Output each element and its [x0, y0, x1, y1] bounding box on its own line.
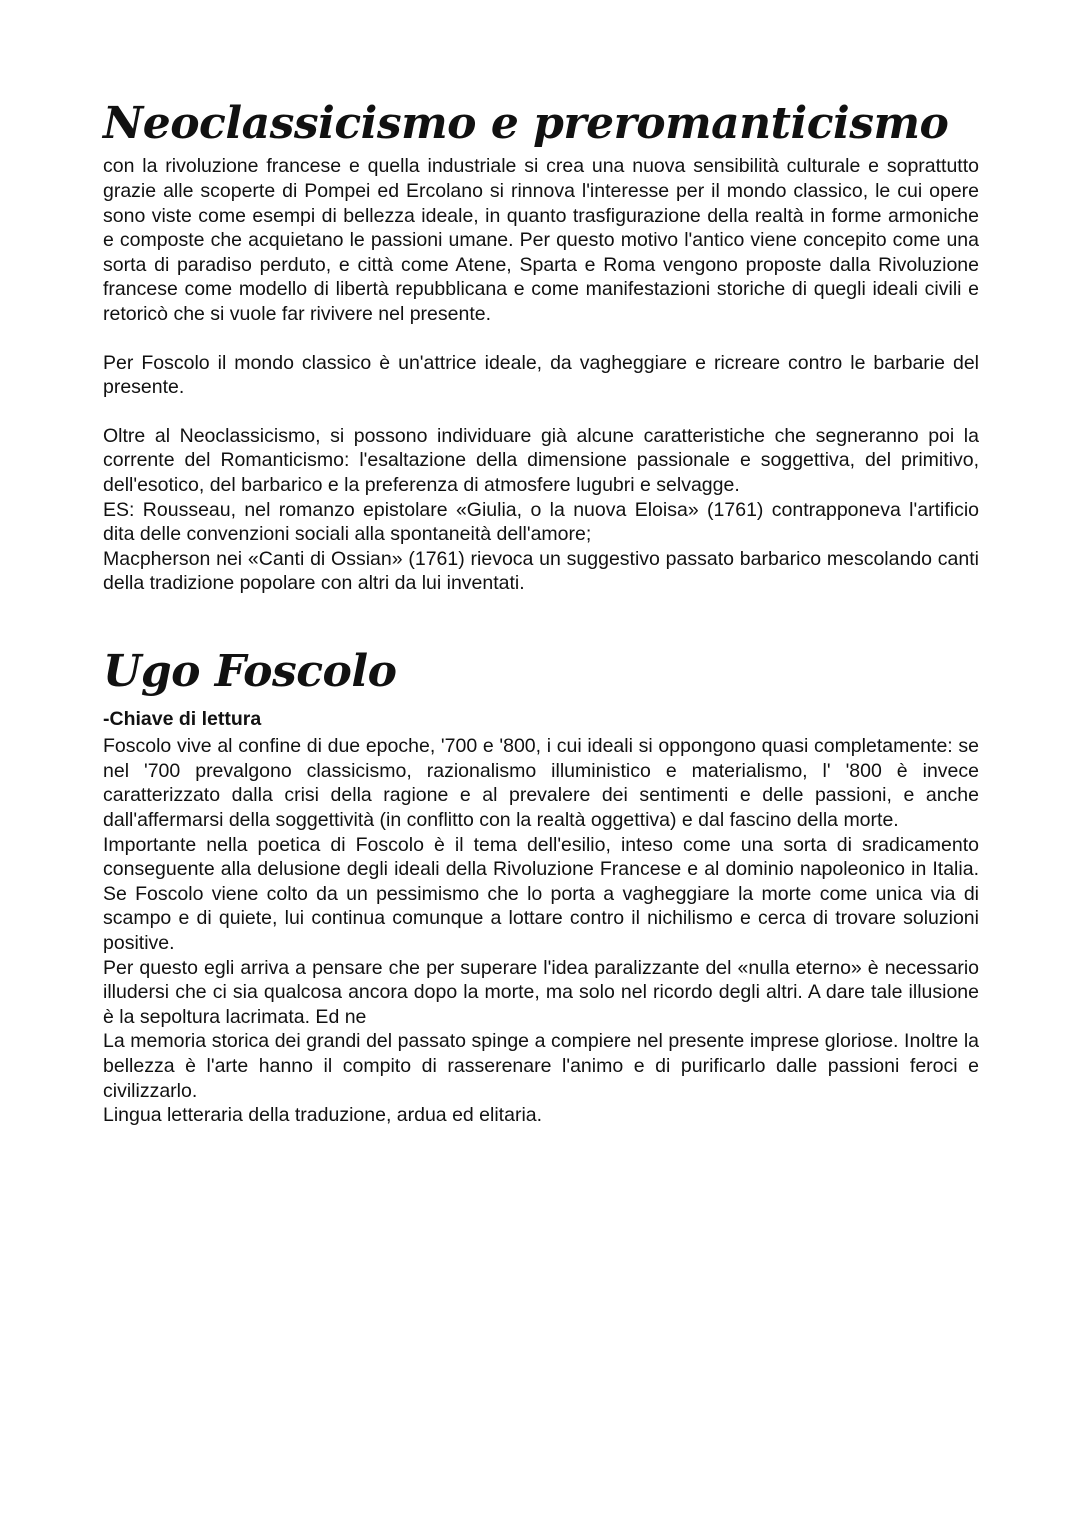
- section-title: Ugo Foscolo: [103, 645, 397, 697]
- paragraph: Oltre al Neoclassicismo, si possono individuare già alcune caratteristiche che segneranno poi la corrente del Romanticismo: l'esaltazione della dimensione passionale e soggettiva, del primitivo, dell'esotico, del barbarico e la preferenza di atmosfere lugubri e selvagge.: [103, 424, 979, 496]
- section-title: Neoclassicismo e preromanticismo: [103, 98, 949, 149]
- paragraph: con la rivoluzione francese e quella industriale si crea una nuova sensibilità culturale e soprattutto grazie alle scoperte di Pompei ed Ercolano si rinnova l'interesse per il mondo classico, le cui opere sono viste come esempi di bellezza ideale, in quanto trasfigurazione della realtà in forme armoniche e composte che acquietano le passioni umane. Per questo motivo l'antico viene concepito come una sorta di paradiso perduto, e città come Atene, Sparta e Roma vengono proposte dalla Rivoluzione francese come modello di libertà repubblicana e come manifestazioni storiche di quegli ideali civili e retoricò che si vuole far rivivere nel presente.: [103, 155, 979, 325]
- section-neoclassicismo: [103, 100, 979, 596]
- paragraph: Foscolo vive al confine di due epoche, '700 e '800, i cui ideali si oppongono quasi completamente: se nel '700 prevalgono classicismo, razionalismo illuministico e materialismo, l' '800 è invece caratterizzato dalla crisi della ragione e al prevalere dei sentimenti e delle passioni, e anche dall'affermarsi della soggettività (in conflitto con la realtà oggettiva) e dal fascino della morte.: [103, 735, 979, 832]
- paragraph: Macpherson nei «Canti di Ossian» (1761) rievoca un suggestivo passato barbarico mescolando canti della tradizione popolare con altri da lui inventati.: [103, 547, 979, 595]
- paragraph: La memoria storica dei grandi del passato spinge a compiere nel presente imprese gloriose. Inoltre la bellezza è l'arte hanno il compito di rasserenare l'animo e di purificarlo dalle passioni feroci e civilizzarlo.: [103, 1030, 979, 1102]
- paragraph: Per Foscolo il mondo classico è un'attrice ideale, da vagheggiare e ricreare contro le barbarie del presente.: [103, 351, 979, 399]
- paragraph: Lingua letteraria della traduzione, ardua ed elitaria.: [103, 1104, 543, 1127]
- paragraph: Importante nella poetica di Foscolo è il tema dell'esilio, inteso come una sorta di sradicamento conseguente alla delusione degli ideali della Rivoluzione Francese e al dominio napoleonico in Italia. Se Foscolo viene colto da un pessimismo che lo porta a vagheggiare la morte come unica via di scampo e di quiete, lui continua comunque a lottare contro il nichilismo e cerca di trovare soluzioni positive.: [103, 833, 979, 955]
- subheading: -Chiave di lettura: [103, 708, 262, 731]
- paragraph: Per questo egli arriva a pensare che per superare l'idea paralizzante del «nulla eterno» è necessario illudersi che ci sia qualcosa ancora dopo la morte, ma solo nel ricordo degli altri. A dare tale illusione è la sepoltura lacrimata. Ed ne: [103, 956, 979, 1028]
- paragraph: ES: Rousseau, nel romanzo epistolare «Giulia, o la nuova Eloisa» (1761) contrapponeva l'artificio dita delle convenzioni sociali alla spontaneità dell'amore;: [103, 498, 979, 546]
- section-ugo-foscolo: [103, 645, 979, 1128]
- document-page: [103, 100, 979, 1128]
